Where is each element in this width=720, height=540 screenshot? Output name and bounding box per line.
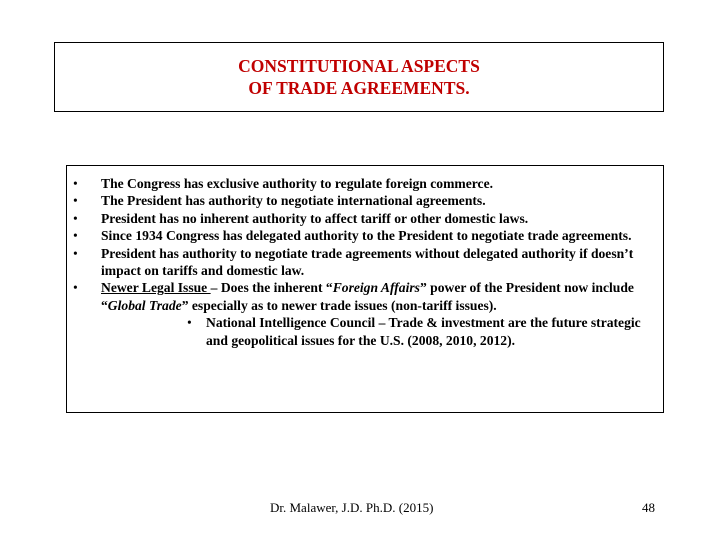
footer-author: Dr. Malawer, J.D. Ph.D. (2015) — [270, 500, 434, 515]
bullet-list — [67, 175, 663, 349]
slide-title-box — [54, 42, 664, 112]
sub-bullet-text: National Intelligence Council – Trade & investment are the future strategic and geopolitical issues for the U.S. (2008, 2010, 2012). — [206, 315, 641, 348]
content-box — [66, 165, 664, 413]
global-trade-term: Global Trade — [107, 297, 182, 313]
bullet-icon: • — [73, 228, 78, 244]
slide-title-line1: CONSTITUTIONAL ASPECTS — [238, 56, 480, 76]
bullet-item — [67, 279, 663, 349]
bullet-text-part2: ” power of the President now include “ — [101, 280, 634, 313]
newer-legal-issue-label: Newer Legal Issue — [101, 280, 211, 296]
bullet-item — [67, 210, 663, 227]
bullet-text-part3: ” especially as to newer trade issues (non-tariff issues). — [181, 297, 497, 313]
bullet-item — [67, 175, 663, 192]
slide-title-line2: OF TRADE AGREEMENTS. — [248, 78, 470, 98]
sub-bullet-icon: • — [187, 315, 192, 331]
bullet-text: President has authority to negotiate trade agreements without delegated authority if doesn’t impact on tariffs and domestic law. — [101, 245, 634, 279]
bullet-icon: • — [73, 280, 78, 296]
bullet-icon: • — [73, 176, 78, 191]
bullet-item — [67, 245, 663, 280]
foreign-affairs-term: Foreign Affairs — [332, 280, 420, 296]
bullet-text-part1: – Does the inherent “ — [210, 280, 333, 296]
sub-bullet-item — [101, 314, 663, 349]
bullet-icon: • — [73, 193, 78, 209]
bullet-text: President has no inherent authority to affect tariff or other domestic laws. — [101, 210, 529, 226]
bullet-text: The Congress has exclusive authority to regulate foreign commerce. — [101, 176, 494, 191]
bullet-icon: • — [73, 245, 78, 261]
bullet-icon: • — [73, 210, 78, 226]
bullet-text: Since 1934 Congress has delegated authority to the President to negotiate trade agreements. — [101, 228, 632, 244]
bullet-item — [67, 192, 663, 209]
bullet-item — [67, 227, 663, 244]
bullet-text: The President has authority to negotiate international agreements. — [101, 193, 486, 209]
page-number: 48 — [642, 500, 655, 515]
